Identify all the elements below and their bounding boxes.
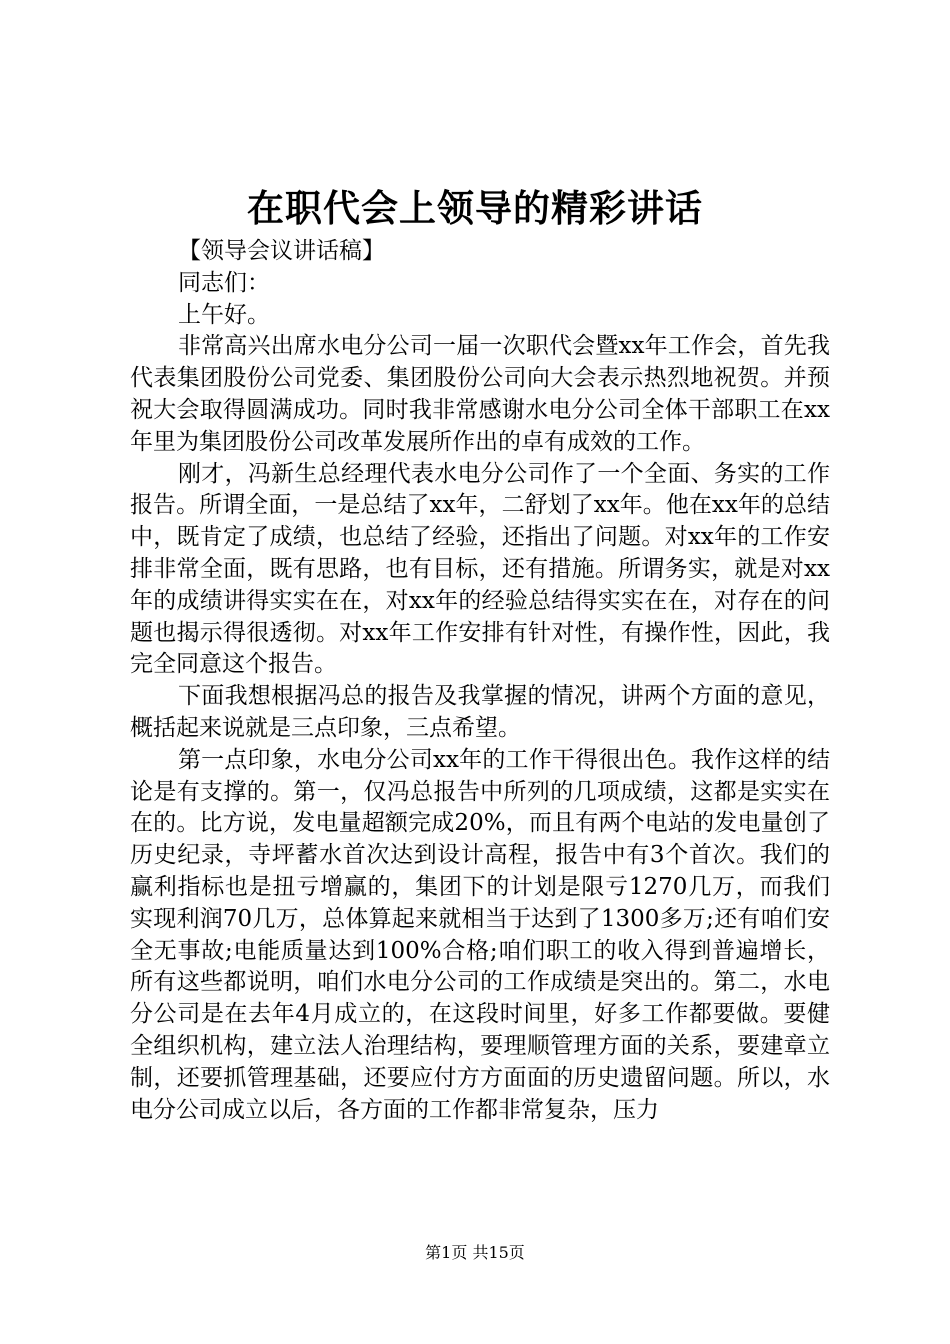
page-footer: 第1页 共15页 [425,1243,525,1262]
paragraph-opening: 非常高兴出席水电分公司一届一次职代会暨xx年工作会，首先我代表集团股份公司党委、集团股份公司向大会表示热烈地祝贺。并预祝大会取得圆满成功。同时我非常感谢水电分公司全体干部职工在xx年里为集团股份公司改革发展所作出的卓有成效的工作。 [130,333,830,455]
paragraph-salutation: 同志们： [178,269,270,296]
document-title: 在职代会上领导的精彩讲话 [247,186,703,230]
paragraph-heading-tag: 【领导会议讲话稿】 [178,238,385,264]
paragraph-greeting: 上午好。 [178,301,270,328]
document-body [130,236,830,1126]
paragraph-outline: 下面我想根据冯总的报告及我掌握的情况，讲两个方面的意见，概括起来说就是三点印象，三点希望。 [130,683,830,741]
paragraph-report-review: 刚才，冯新生总经理代表水电分公司作了一个全面、务实的工作报告。所谓全面，一是总结了xx年，二舒划了xx年。他在xx年的总结中，既肯定了成绩，也总结了经验，还指出了问题。对xx年的工作安排非常全面，既有思路，也有目标，还有措施。所谓务实，就是对xx年的成绩讲得实实在在，对xx年的经验总结得实实在在，对存在的问题也揭示得很透彻。对xx年工作安排有针对性，有操作性，因此，我完全同意这个报告。 [130,460,830,678]
paragraph-first-impression: 第一点印象，水电分公司xx年的工作干得很出色。我作这样的结论是有支撑的。第一，仅冯总报告中所列的几项成绩，这都是实实在在的。比方说，发电量超额完成20%，而且有两个电站的发电量创了历史纪录，寺坪蓄水首次达到设计高程，报告中有3个首次。我们的赢利指标也是扭亏增赢的，集团下的计划是限亏1270几万，而我们实现利润70几万，总体算起来就相当于达到了1300多万;还有咱们安全无事故;电能质量达到100%合格;咱们职工的收入得到普遍增长，所有这些都说明，咱们水电分公司的工作成绩是突出的。第二，水电分公司是在去年4月成立的，在这段时间里，好多工作都要做。要健全组织机构，建立法人治理结构，要理顺管理方面的关系，要建章立制，还要抓管理基础，还要应付方方面面的历史遗留问题。所以，水电分公司成立以后，各方面的工作都非常复杂，压力 [130,746,830,1123]
